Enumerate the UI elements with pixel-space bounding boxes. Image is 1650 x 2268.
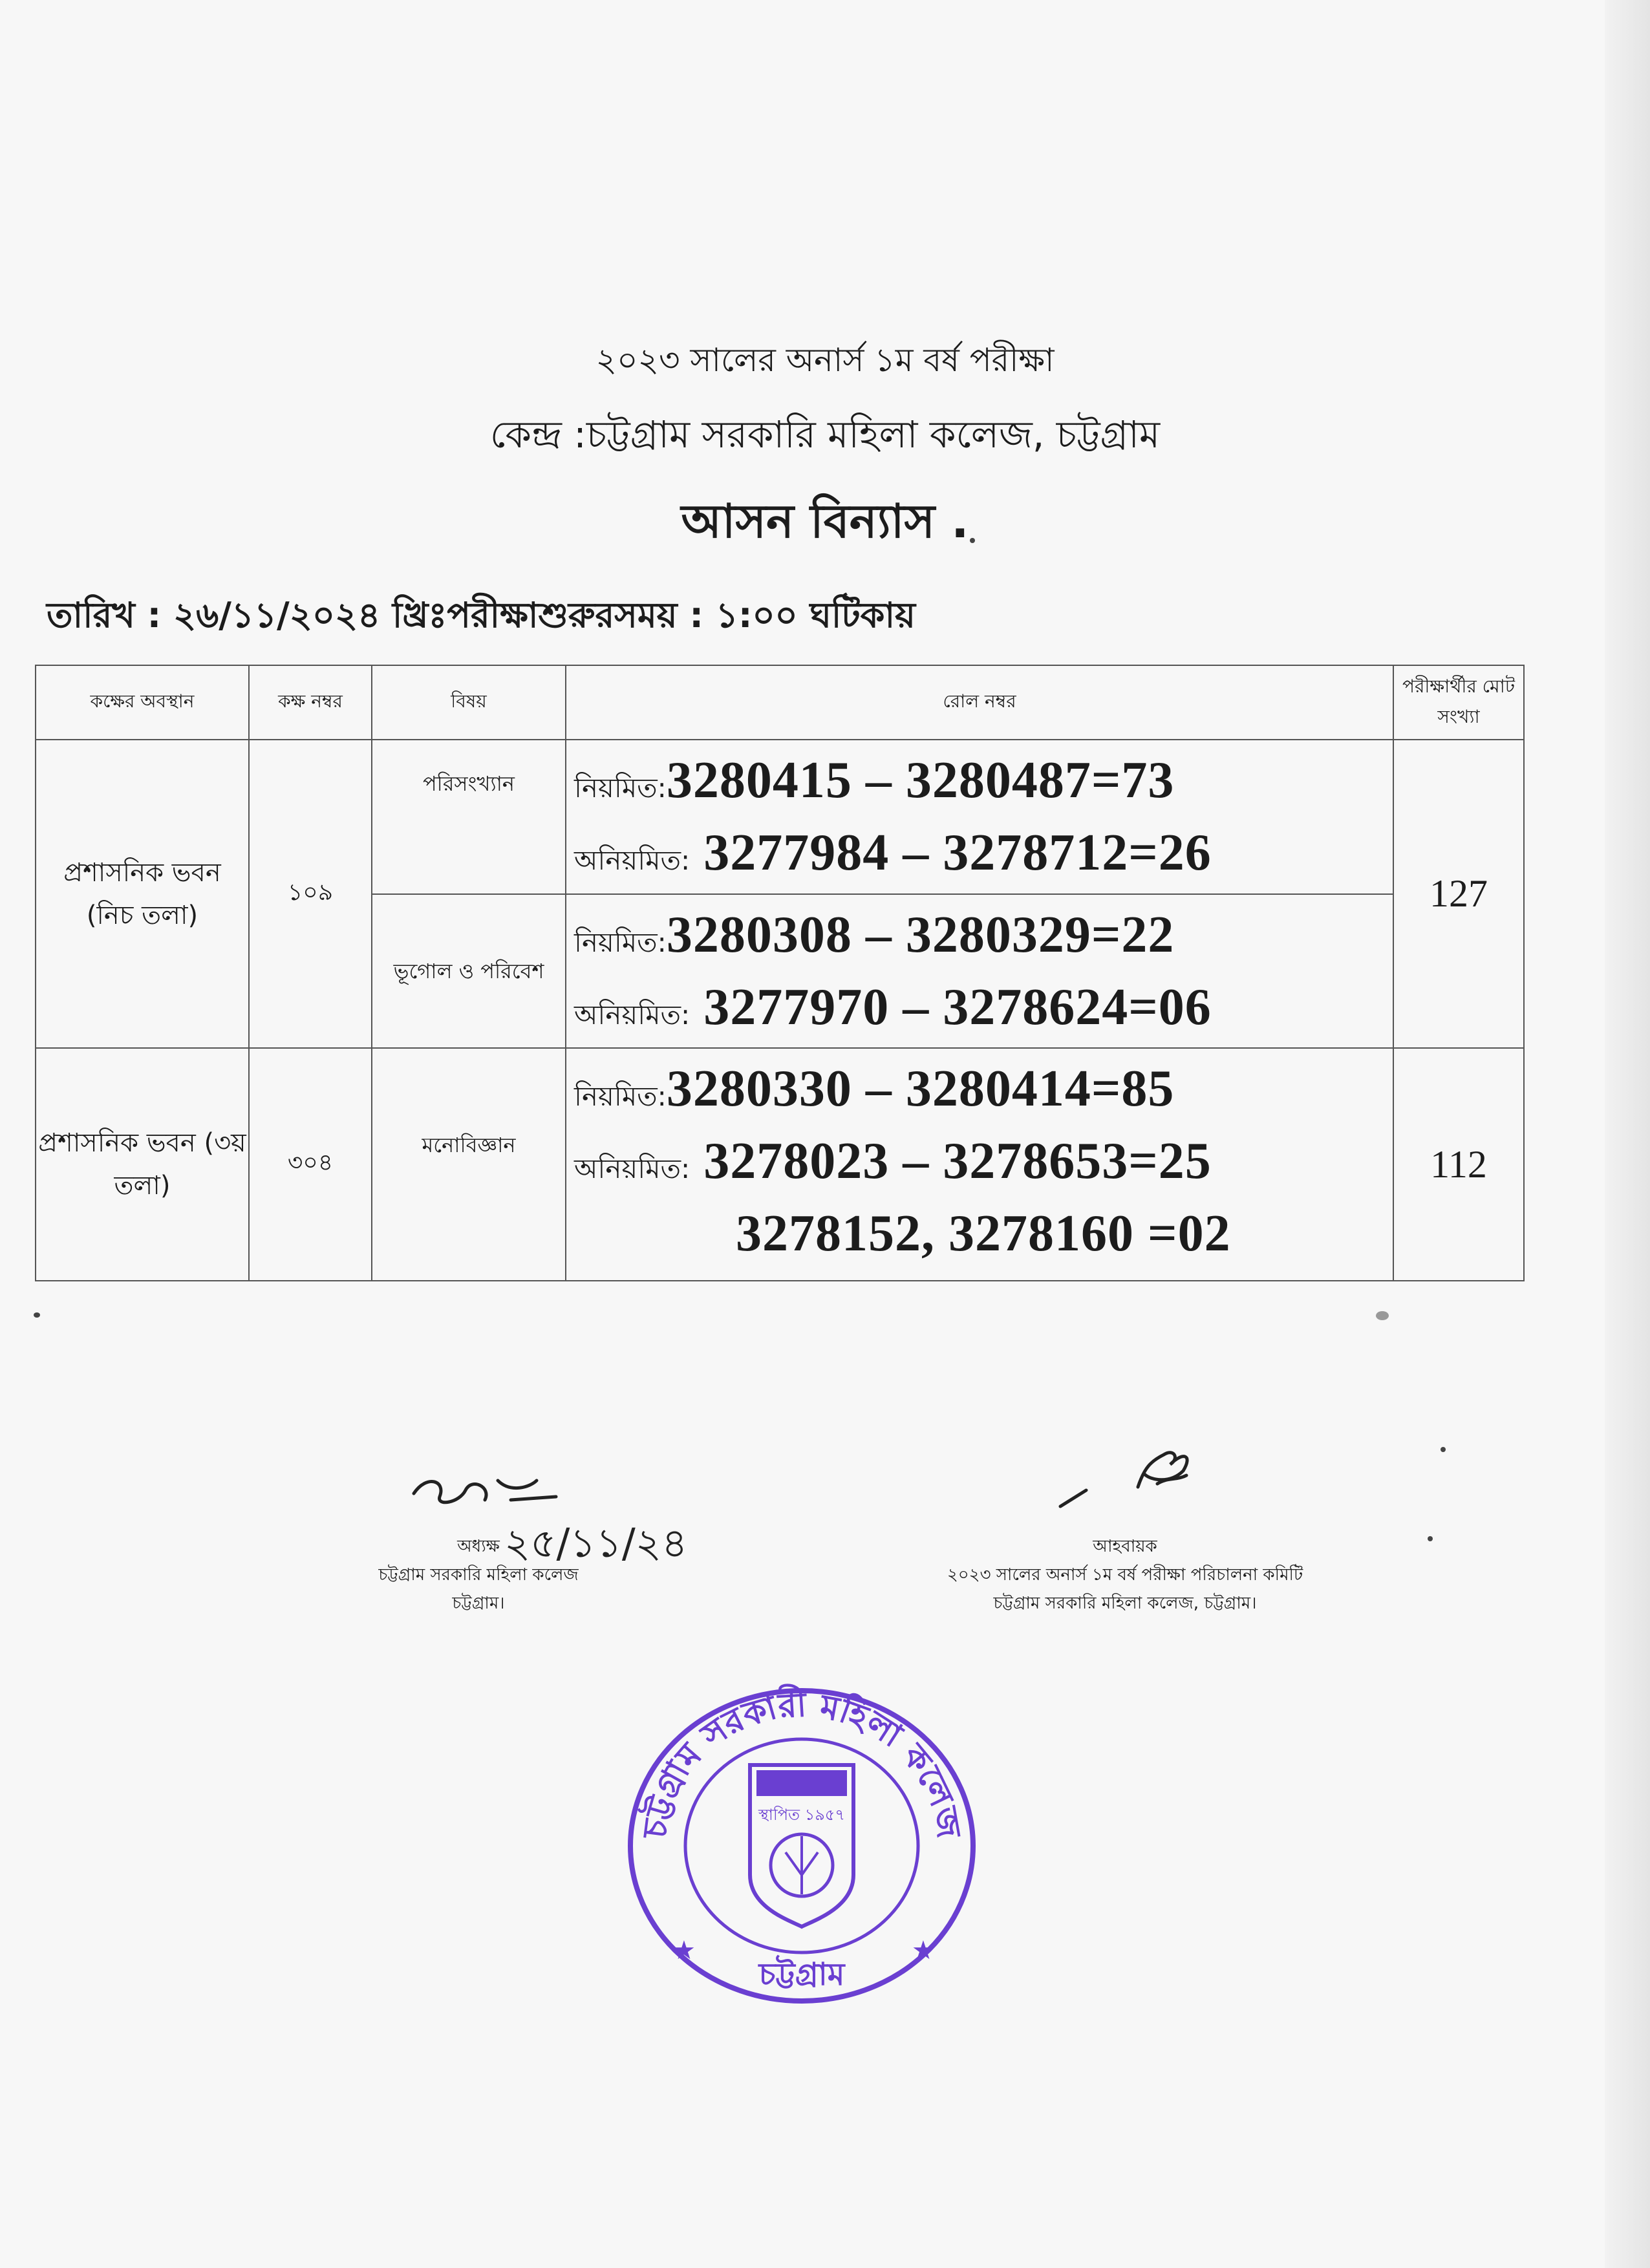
scan-speck xyxy=(1376,1311,1389,1320)
roll-range: 3280415 – 3280487=73 xyxy=(666,752,1175,809)
seal-bottom-text: চট্টগ্রাম xyxy=(758,1956,845,1993)
location-cell: প্রশাসনিক ভবন (নিচ তলা) xyxy=(36,740,249,1048)
svg-text:★: ★ xyxy=(672,1936,696,1965)
college-seal-icon xyxy=(621,1681,983,2011)
header-location: কক্ষের অবস্থান xyxy=(36,665,249,740)
room-cell: ৩০৪ xyxy=(249,1048,372,1281)
roll-range: 3278023 – 3278653=25 xyxy=(690,1133,1212,1190)
roll-cell xyxy=(566,740,1393,894)
roll-line xyxy=(574,817,1393,889)
handwritten-date: ২৫/১১/২৪ xyxy=(504,1519,688,1567)
subject-cell: মনোবিজ্ঞান xyxy=(372,1048,566,1281)
convener-signature-icon xyxy=(1054,1435,1222,1519)
header-total: পরীক্ষার্থীর মোট সংখ্যা xyxy=(1393,665,1524,740)
table-row xyxy=(36,1048,1524,1281)
roll-cell xyxy=(566,894,1393,1049)
principal-title: অধ্যক্ষ xyxy=(457,1537,500,1556)
date-time-line: তারিখ : ২৬/১১/২০২৪ খ্রিঃপরীক্ষাশুরুরসময় : ১:০০ ঘটিকায় xyxy=(47,595,916,636)
roll-line xyxy=(574,744,1393,817)
roll-range: 3277970 – 3278624=06 xyxy=(690,978,1212,1036)
subject-cell: পরিসংখ্যান xyxy=(372,740,566,894)
room-cell: ১০৯ xyxy=(249,740,372,1048)
seat-plan-table xyxy=(35,665,1525,1281)
roll-line xyxy=(574,899,1393,971)
roll-label: নিয়মিত: xyxy=(574,926,667,958)
document-heading: আসন বিন্যাস . xyxy=(681,494,969,548)
roll-range: 3280308 – 3280329=22 xyxy=(666,906,1175,963)
convener-committee: ২০২৩ সালের অনার্স ১ম বর্ষ পরীক্ষা পরিচালনা কমিটি xyxy=(947,1565,1303,1585)
table-row xyxy=(36,740,1524,894)
roll-line xyxy=(574,971,1393,1043)
total-cell: 127 xyxy=(1393,740,1524,1048)
subject-cell: ভূগোল ও পরিবেশ xyxy=(372,894,566,1049)
scan-speck xyxy=(1428,1536,1433,1541)
scan-speck xyxy=(970,538,975,543)
exam-title: ২০২৩ সালের অনার্স ১ম বর্ষ পরীক্ষা xyxy=(595,341,1055,379)
roll-line xyxy=(574,1053,1393,1125)
location-cell: প্রশাসনিক ভবন (৩য় তলা) xyxy=(36,1048,249,1281)
roll-label: অনিয়মিত: xyxy=(574,844,691,877)
principal-signature-icon xyxy=(401,1468,595,1519)
seal-established: স্থাপিত ১৯৫৭ xyxy=(758,1806,845,1824)
svg-text:★: ★ xyxy=(912,1936,935,1965)
convener-block xyxy=(834,1532,1416,1618)
table-header-row xyxy=(36,665,1524,740)
roll-range: 3280330 – 3280414=85 xyxy=(666,1060,1175,1118)
scan-speck xyxy=(34,1312,40,1318)
header-subject: বিষয় xyxy=(372,665,566,740)
principal-city: চট্টগ্রাম। xyxy=(452,1594,505,1613)
roll-range: 3278152, 3278160 =02 xyxy=(736,1205,1231,1263)
total-cell: 112 xyxy=(1393,1048,1524,1281)
roll-line xyxy=(574,1197,1393,1270)
convener-title: আহবায়ক xyxy=(1093,1537,1157,1556)
roll-label: নিয়মিত: xyxy=(574,772,667,804)
header-roll: রোল নম্বর xyxy=(566,665,1393,740)
exam-center: কেন্দ্র :চট্টগ্রাম সরকারি মহিলা কলেজ, চট্টগ্রাম xyxy=(489,412,1161,456)
header-room: কক্ষ নম্বর xyxy=(249,665,372,740)
roll-label: অনিয়মিত: xyxy=(574,998,691,1031)
principal-org: চট্টগ্রাম সরকারি মহিলা কলেজ xyxy=(378,1565,579,1585)
roll-line xyxy=(574,1125,1393,1197)
roll-label: নিয়মিত: xyxy=(574,1080,667,1113)
roll-cell xyxy=(566,1048,1393,1281)
roll-label: অনিয়মিত: xyxy=(574,1153,691,1185)
seal-ring-text: চট্টগ্রাম সরকারী মহিলা কলেজ xyxy=(636,1685,969,1841)
principal-block xyxy=(246,1532,711,1618)
scan-speck xyxy=(1441,1447,1446,1452)
convener-org: চট্টগ্রাম সরকারি মহিলা কলেজ, চট্টগ্রাম। xyxy=(993,1594,1257,1613)
roll-range: 3277984 – 3278712=26 xyxy=(690,824,1212,882)
